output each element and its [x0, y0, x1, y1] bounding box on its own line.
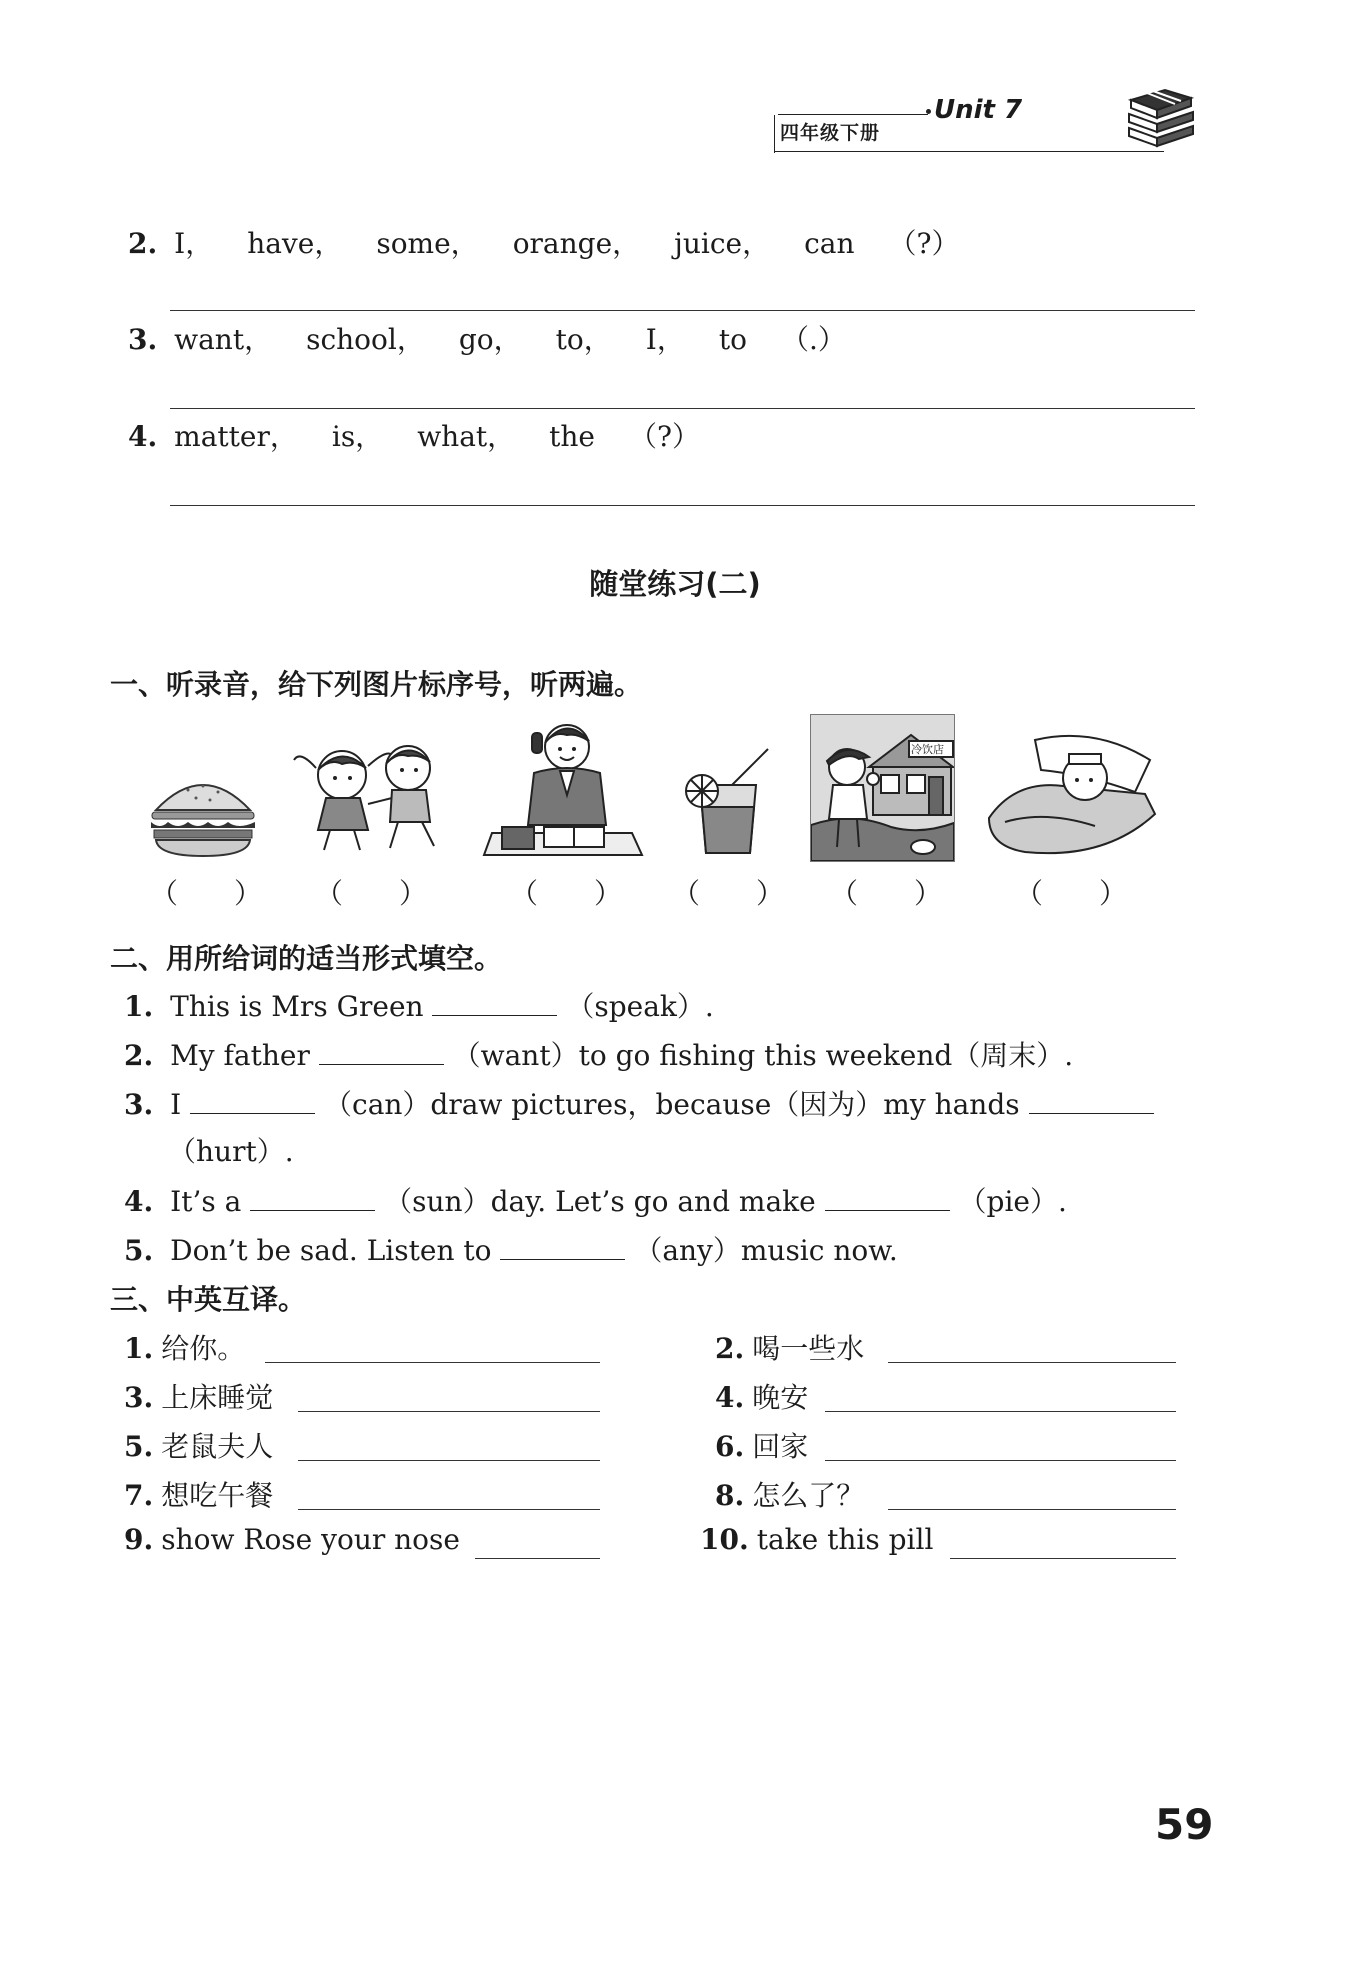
- item-text: （want）to go fishing this weekend（周末）.: [452, 1039, 1074, 1072]
- item-number: 10.: [700, 1523, 749, 1556]
- picture-answer-paren-4[interactable]: （ ）: [672, 877, 785, 910]
- word: some，: [376, 227, 479, 260]
- unit-label: Unit 7: [934, 95, 1023, 125]
- word: what，: [417, 420, 516, 453]
- item-text: Don’t be sad. Listen to: [170, 1234, 492, 1267]
- item-number: 8.: [715, 1479, 745, 1512]
- item-number: 5.: [124, 1234, 154, 1267]
- picture-answer-paren-3[interactable]: （ ）: [510, 877, 623, 910]
- word: juice，: [674, 227, 771, 260]
- punctuation-hint: （.）: [780, 323, 846, 356]
- answer-blank[interactable]: [190, 1091, 315, 1114]
- boy-eating-ice-cream-icon: [810, 714, 955, 862]
- answer-blank[interactable]: [825, 1188, 950, 1211]
- children-running-icon: [290, 730, 455, 855]
- picture-answer-paren-6[interactable]: （ ）: [1015, 877, 1128, 910]
- item-text: （can）draw pictures，because（因为）my hands: [324, 1088, 1020, 1121]
- item-number: 2.: [128, 227, 158, 260]
- picture-answer-paren-1[interactable]: （ ）: [150, 877, 263, 910]
- picture-answer-paren-5[interactable]: （ ）: [830, 877, 943, 910]
- item-text: （pie）.: [958, 1185, 1067, 1218]
- answer-blank[interactable]: [500, 1237, 625, 1260]
- punctuation-hint: （?）: [629, 420, 701, 453]
- grade-label: 四年级下册: [780, 122, 881, 144]
- word: have，: [247, 227, 343, 260]
- man-on-phone-icon: [482, 715, 647, 860]
- word: to，: [555, 323, 612, 356]
- books-icon: [1125, 88, 1195, 150]
- answer-blank[interactable]: [250, 1188, 375, 1211]
- translate-item-3: [124, 1376, 273, 1416]
- section-1-title: 一、听录音，给下列图片标序号，听两遍。: [110, 668, 643, 701]
- translate-item-7: [124, 1474, 273, 1514]
- item-text: 怎么了？: [752, 1479, 865, 1512]
- practice-title: 随堂练习(二): [589, 567, 761, 601]
- item-number: 4.: [124, 1185, 154, 1218]
- answer-line[interactable]: [170, 310, 1195, 311]
- header-rule-top: [778, 114, 928, 115]
- answer-blank[interactable]: [319, 1042, 444, 1065]
- translate-item-1: [124, 1327, 245, 1367]
- fill-item-4: [124, 1180, 1067, 1220]
- word: can: [804, 227, 855, 260]
- answer-line[interactable]: [888, 1509, 1176, 1510]
- item-number: 1.: [124, 1332, 154, 1365]
- translate-item-5: [124, 1425, 273, 1465]
- item-text: show Rose your nose: [161, 1523, 460, 1556]
- fill-item-5: [124, 1229, 898, 1269]
- item-number: 5.: [124, 1430, 154, 1463]
- word: to: [718, 323, 747, 356]
- answer-line[interactable]: [265, 1362, 600, 1363]
- translate-item-8: [715, 1474, 864, 1514]
- answer-blank[interactable]: [1029, 1091, 1154, 1114]
- item-number: 2.: [124, 1039, 154, 1072]
- word: the: [549, 420, 595, 453]
- item-number: 3.: [124, 1381, 154, 1414]
- picture-answer-paren-2[interactable]: （ ）: [315, 877, 428, 910]
- word: I，: [645, 323, 685, 356]
- answer-line[interactable]: [825, 1460, 1176, 1461]
- item-number: 6.: [715, 1430, 745, 1463]
- item-number: 4.: [128, 420, 158, 453]
- answer-line[interactable]: [298, 1460, 600, 1461]
- word: matter，: [174, 420, 298, 453]
- item-number: 1.: [124, 990, 154, 1023]
- item-number: 3.: [128, 323, 158, 356]
- item-text: 老鼠夫人: [161, 1430, 274, 1463]
- fill-item-1: [124, 985, 714, 1025]
- answer-line[interactable]: [888, 1362, 1176, 1363]
- item-text: My father: [170, 1039, 310, 1072]
- translate-item-2: [715, 1327, 864, 1367]
- item-text: This is Mrs Green: [170, 990, 424, 1023]
- answer-line[interactable]: [298, 1411, 600, 1412]
- translate-item-4: [715, 1376, 808, 1416]
- item-text: （sun）day. Let’s go and make: [384, 1185, 816, 1218]
- answer-blank[interactable]: [432, 993, 557, 1016]
- answer-line[interactable]: [950, 1558, 1176, 1559]
- page-header: [770, 88, 1200, 158]
- reorder-item-2: [128, 222, 960, 262]
- fill-item-3-continued: （hurt）.: [168, 1135, 294, 1168]
- item-text: （any）music now.: [634, 1234, 898, 1267]
- item-text: It’s a: [170, 1185, 242, 1218]
- item-text: 喝一些水: [752, 1332, 865, 1365]
- translate-item-6: [715, 1425, 808, 1465]
- item-number: 2.: [715, 1332, 745, 1365]
- item-number: 9.: [124, 1523, 154, 1556]
- answer-line[interactable]: [825, 1411, 1176, 1412]
- reorder-item-3: [128, 318, 846, 358]
- item-text: 上床睡觉: [161, 1381, 274, 1414]
- translate-item-10: [700, 1523, 933, 1556]
- sick-child-in-bed-icon: [985, 730, 1160, 860]
- item-text: 回家: [752, 1430, 809, 1463]
- word: want，: [174, 323, 273, 356]
- translate-item-9: [124, 1523, 460, 1556]
- answer-line[interactable]: [298, 1509, 600, 1510]
- word: is，: [331, 420, 384, 453]
- page-number: 59: [1155, 1800, 1214, 1849]
- punctuation-hint: （?）: [888, 227, 960, 260]
- item-text: 晚安: [752, 1381, 809, 1414]
- hamburger-icon: [148, 770, 258, 860]
- fill-item-3: [124, 1083, 1154, 1123]
- item-number: 7.: [124, 1479, 154, 1512]
- item-text: take this pill: [756, 1523, 934, 1556]
- item-text: I: [170, 1088, 182, 1121]
- answer-line[interactable]: [170, 408, 1195, 409]
- word: go，: [458, 323, 522, 356]
- shop-sign: 冷饮店: [911, 743, 944, 756]
- item-text: （speak）.: [566, 990, 714, 1023]
- item-text: 想吃午餐: [161, 1479, 274, 1512]
- section-3-title: 三、中英互译。: [110, 1283, 307, 1316]
- reorder-item-4: [128, 415, 700, 455]
- answer-line[interactable]: [475, 1558, 600, 1559]
- item-number: 3.: [124, 1088, 154, 1121]
- header-rule-bottom: [774, 151, 1164, 152]
- juice-glass-icon: [680, 745, 775, 860]
- fill-item-2: [124, 1034, 1073, 1074]
- word: I，: [174, 227, 214, 260]
- header-dot: [926, 109, 931, 114]
- item-number: 4.: [715, 1381, 745, 1414]
- item-text: 给你。: [161, 1332, 246, 1365]
- answer-line[interactable]: [170, 505, 1195, 506]
- section-2-title: 二、用所给词的适当形式填空。: [110, 942, 503, 975]
- word: orange，: [512, 227, 641, 260]
- word: school，: [306, 323, 425, 356]
